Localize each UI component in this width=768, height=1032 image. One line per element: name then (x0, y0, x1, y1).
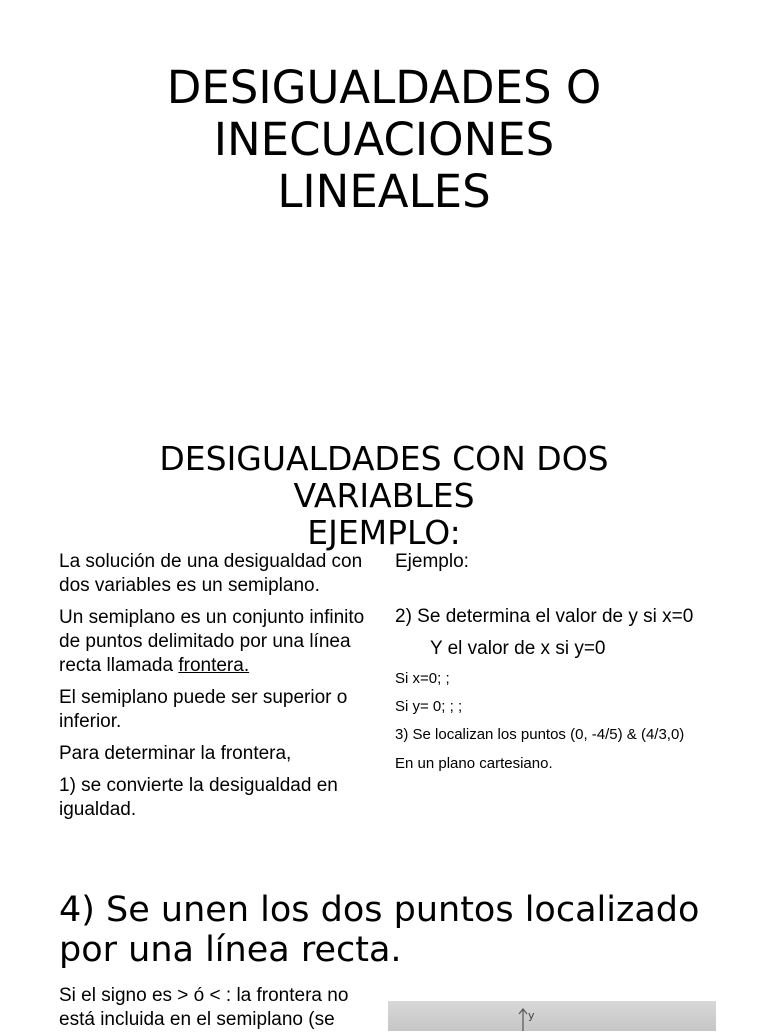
subtitle-line-1: DESIGUALDADES CON DOS (159, 439, 609, 478)
title-line-2: INECUACIONES (213, 113, 555, 166)
signo-text: Si el signo es > ó < : la frontera no está incluida en el semiplano (se (59, 985, 349, 1030)
si-y-text: Si y= 0; ; ; (395, 698, 463, 715)
slide-title (60, 62, 708, 218)
section-subtitle (60, 440, 708, 551)
step4-heading: 4) Se unen los dos puntos localizado por una línea recta. (59, 890, 700, 970)
paragraph-semiplano (59, 606, 379, 678)
paragraph-superior: El semiplano puede ser superior o inferior. (59, 687, 348, 732)
right-column (395, 550, 715, 774)
step2b-text: Y el valor de x si y=0 (430, 638, 606, 659)
left-column (59, 550, 379, 830)
subtitle-line-3: EJEMPLO: (307, 513, 461, 552)
step3-text: 3) Se localizan los puntos (0, -4/5) & (4/3,0) (395, 726, 685, 743)
graph-photo-axis (388, 1001, 716, 1031)
paragraph-semiplano-text: Un semiplano es un conjunto infinito de puntos delimitado por una línea recta llamada (59, 607, 365, 676)
y-axis-label: y (528, 1009, 535, 1022)
si-x-text: Si x=0; ; (395, 670, 450, 687)
frontera-link[interactable]: frontera. (178, 655, 250, 676)
title-line-1: DESIGUALDADES O (166, 61, 602, 114)
subtitle-line-2: VARIABLES (293, 476, 475, 515)
graph-photo (388, 1001, 716, 1031)
title-line-3: LINEALES (277, 165, 491, 218)
step2-text: 2) Se determina el valor de y si x=0 (395, 606, 694, 627)
plano-text: En un plano cartesiano. (395, 755, 553, 772)
paragraph-determinar: Para determinar la frontera, (59, 743, 292, 764)
paragraph-step1: 1) se convierte la desigualdad en igualdad. (59, 775, 338, 820)
paragraph-solution: La solución de una desigualdad con dos variables es un semiplano. (59, 551, 363, 596)
ejemplo-label: Ejemplo: (395, 551, 469, 572)
